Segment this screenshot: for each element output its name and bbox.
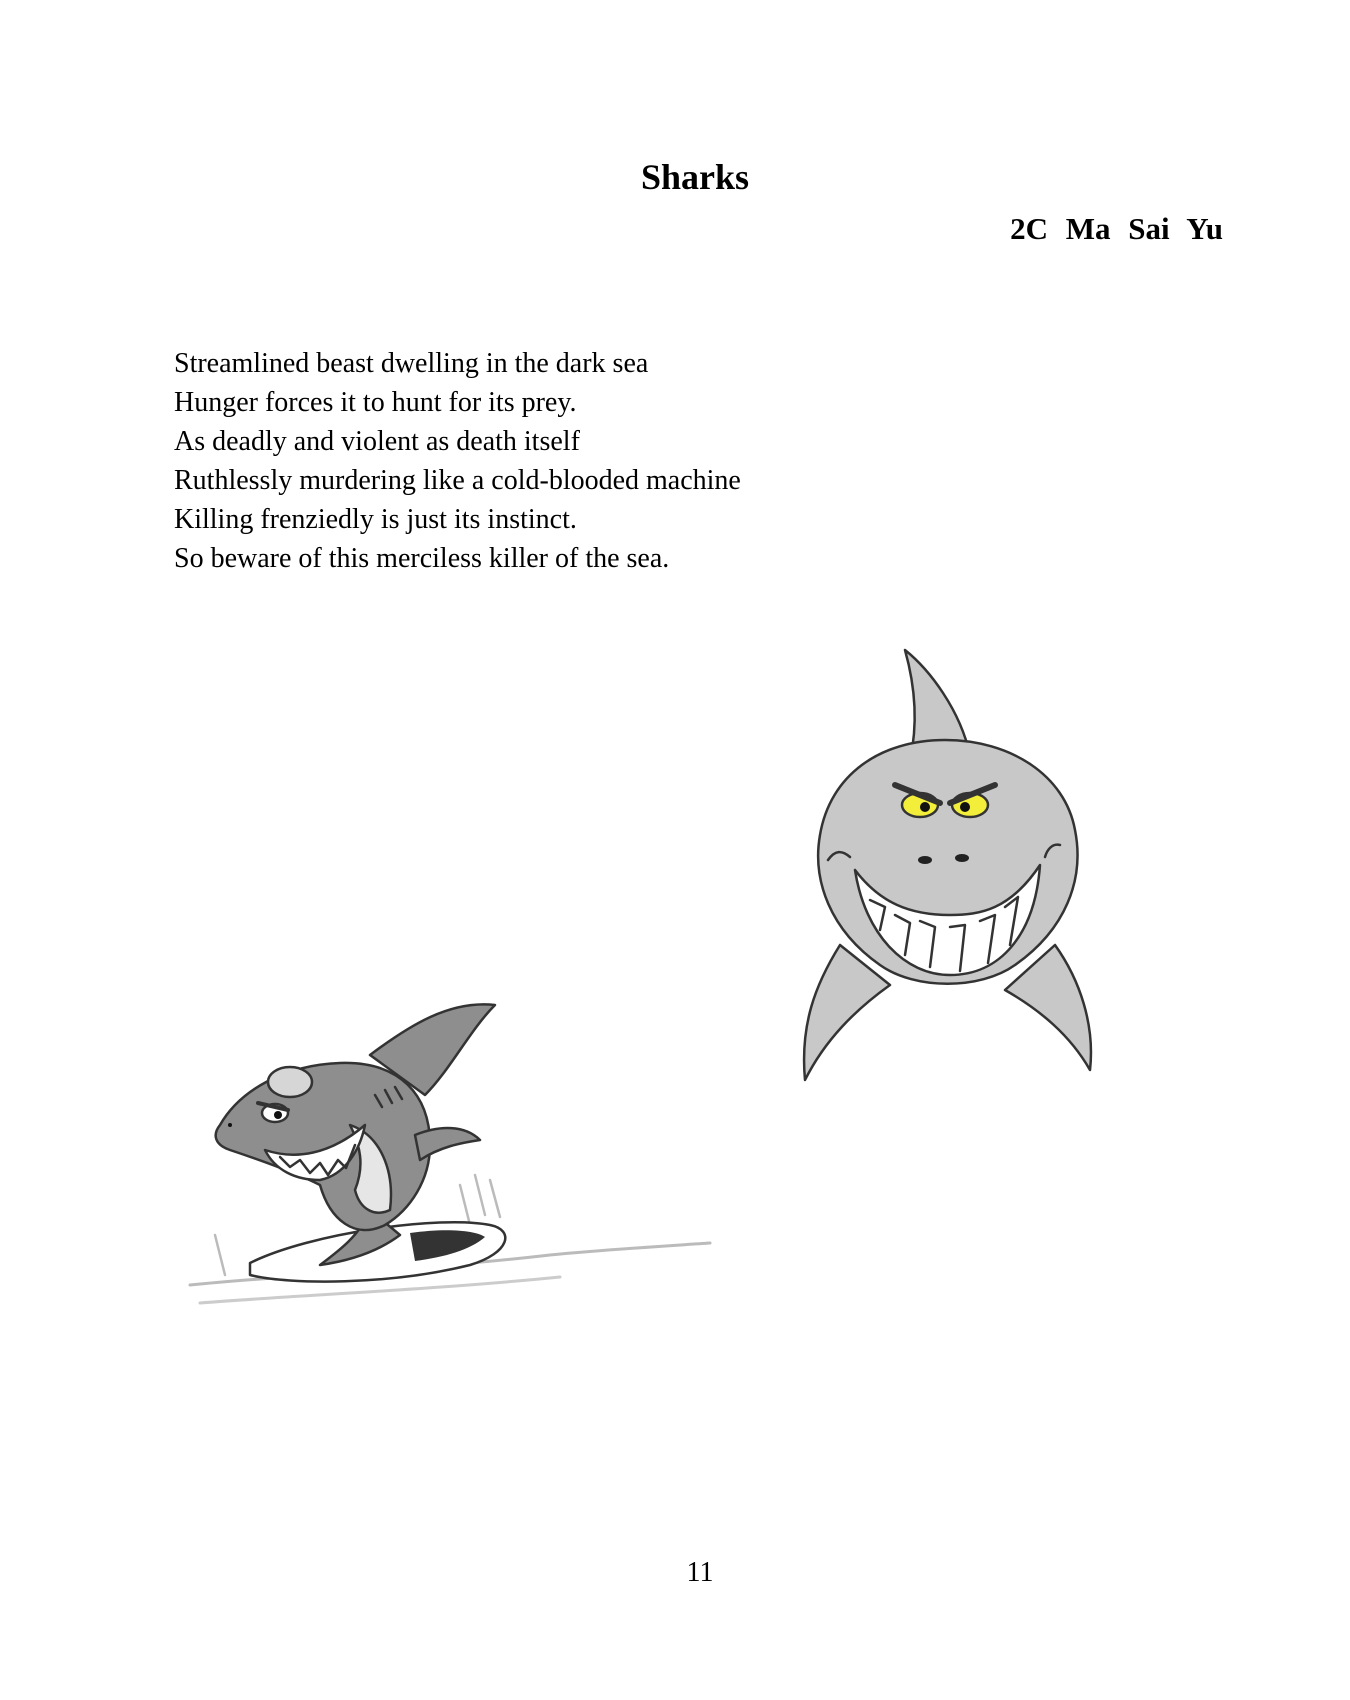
- left-fin: [804, 945, 890, 1080]
- poem-line: Killing frenziedly is just its instinct.: [174, 504, 577, 535]
- grinning-shark-illustration: [770, 645, 1120, 1090]
- shark-body: [216, 1063, 430, 1230]
- page-number: 11: [686, 1557, 714, 1588]
- poem-title: Sharks: [640, 157, 750, 197]
- poem-line: As deadly and violent as death itself: [174, 426, 580, 457]
- poem-line: So beware of this merciless killer of the sea.: [174, 543, 670, 574]
- poem-line: Streamlined beast dwelling in the dark sea: [174, 348, 649, 379]
- poem-line: Ruthlessly murdering like a cold-blooded machine: [174, 465, 741, 496]
- poem-line: Hunger forces it to hunt for its prey.: [174, 387, 577, 418]
- surfing-shark-illustration: [170, 985, 730, 1345]
- poem-author: 2C Ma Sai Yu: [1010, 211, 1223, 246]
- goggles: [268, 1067, 312, 1097]
- poem-body: [174, 344, 741, 578]
